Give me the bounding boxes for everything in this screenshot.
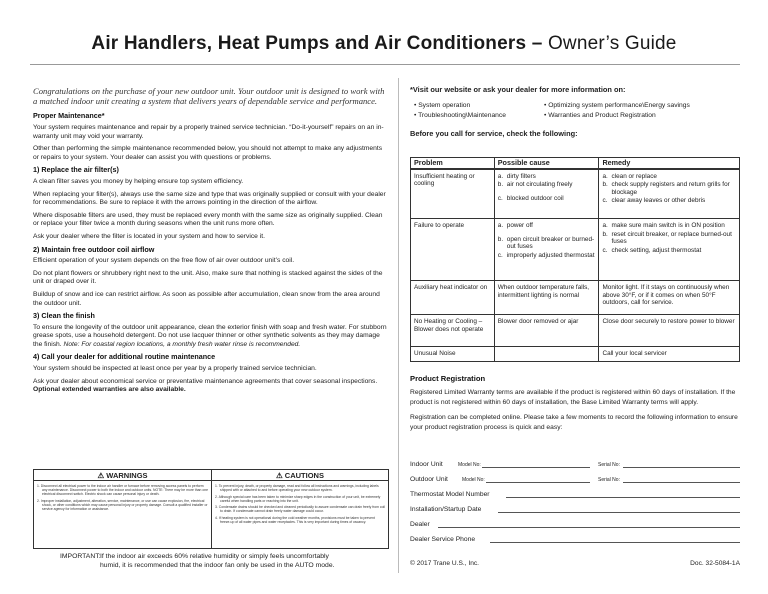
list-text: check setting, adjust thermostat xyxy=(611,246,702,254)
troubleshooting-heading: Before you call for service, check the following: xyxy=(410,128,578,138)
dealer-line[interactable] xyxy=(438,527,740,528)
list-text: air not circulating freely xyxy=(506,181,573,189)
install-date-line[interactable] xyxy=(498,512,740,513)
dealer-row xyxy=(410,516,740,531)
important-note xyxy=(60,552,390,570)
finish-note: Note: For coastal region locations, a monthly fresh water rinse is recommended. xyxy=(63,340,301,348)
outdoor-model-line[interactable] xyxy=(486,482,590,483)
table-row xyxy=(411,315,740,347)
warning-item: 1. Disconnect all electrical power to the indoor air handler or furnace before removing access panels to perform any maintenance. Disconnect power to both the indoor and outdoor units. NOTE: There may be more than one electrical disconnect switch. Electric shock can cause personal injury or death. xyxy=(37,484,208,497)
dealer-phone-line[interactable] xyxy=(490,542,740,543)
remedy-cell: Call your local servicer xyxy=(599,347,740,362)
outdoor-serial-line[interactable] xyxy=(623,482,740,483)
thermostat-row xyxy=(410,486,740,501)
list-key: a. xyxy=(602,222,608,230)
paragraph: When replacing your filter(s), always use the same size and type that was originally supplied or consult with your dealer for recommendations. Be sure to replace it with the arrows pointing in the direction of the airflow. xyxy=(33,190,386,207)
problem-cell: Auxiliary heat indicator on xyxy=(411,281,495,315)
section-heading-coil: 2) Maintain free outdoor coil airflow xyxy=(33,244,155,254)
document-number: Doc. 32-5084-1A xyxy=(690,560,740,567)
bullet-item: • System operation xyxy=(414,102,544,111)
title-divider xyxy=(30,64,740,65)
cause-cell xyxy=(494,169,599,219)
list-text: dirty filters xyxy=(506,172,536,180)
model-no-label: Model No: xyxy=(458,462,481,468)
title-main: Air Handlers, Heat Pumps and Air Conditioners – xyxy=(91,33,543,54)
list-key: c. xyxy=(602,246,608,254)
cautions-panel xyxy=(212,470,388,548)
outdoor-unit-row xyxy=(410,471,740,486)
list-text: open circuit breaker or burned-out fuses xyxy=(506,235,595,251)
remedy-cell xyxy=(599,219,740,281)
list-text: power off xyxy=(506,222,533,230)
list-key: c. xyxy=(497,251,503,259)
proper-maintenance-heading: Proper Maintenance* xyxy=(33,111,105,121)
list-key: c. xyxy=(497,194,503,202)
paragraph: Other than performing the simple maintenance recommended below, you should not attempt to make any adjustments or repairs to your system. Your dealer can assist you with questions or problems. xyxy=(33,145,383,161)
cause-cell xyxy=(494,219,599,281)
title-subtitle: Owner’s Guide xyxy=(547,33,677,54)
left-column xyxy=(33,86,388,399)
cause-cell: Blower door removed or ajar xyxy=(494,315,599,347)
indoor-unit-row xyxy=(410,456,740,471)
problem-cell: No Heating or Cooling – Blower does not operate xyxy=(411,315,495,347)
caution-item: 3. Condensate drains should be checked and cleaned periodically to assure condensate can drain freely from coil to drain. If condensate cannot drain freely water damage could occur. xyxy=(215,505,386,514)
footer xyxy=(410,560,740,567)
outdoor-unit-label: Outdoor Unit xyxy=(410,476,448,483)
serial-no-label: Serial No: xyxy=(598,462,620,468)
paragraph: Do not plant flowers or shrubbery right next to the unit. Also, make sure that nothing is stacked against the sides of the unit or draped over it. xyxy=(33,269,383,286)
list-key: b. xyxy=(602,230,608,238)
table-header-row xyxy=(411,158,740,169)
troubleshooting-table xyxy=(410,157,740,362)
column-header: Remedy xyxy=(599,158,740,169)
install-date-row xyxy=(410,501,740,516)
bullet-item: • Optimizing system performance\Energy savings xyxy=(544,102,744,111)
list-key: c. xyxy=(602,197,608,205)
table-row xyxy=(411,169,740,219)
warning-item: 2. Improper installation, adjustment, alteration, service, maintenance, or use can cause explosion, fire, electrical shock, or other conditions which may cause personal injury or property damage. Consult a qualified installer or service agency for information or assistance. xyxy=(37,498,208,511)
remedy-cell xyxy=(599,169,740,219)
list-text: improperly adjusted thermostat xyxy=(506,251,595,259)
paragraph: Your system should be inspected at least once per year by a properly trained service technician. xyxy=(33,365,317,373)
dealer-phone-label: Dealer Service Phone xyxy=(410,536,476,543)
list-text: clean or replace xyxy=(611,172,657,180)
serial-no-label: Serial No: xyxy=(598,477,620,483)
remedy-cell: Close door securely to restore power to blower xyxy=(599,315,740,347)
finish-text: To ensure the longevity of the outdoor unit appearance, clean the exterior finish with soap and fresh water. For stubborn grease spots, use a household detergent. Do not use lacquer thinner or other synthetic solvents as they may damage the finish. xyxy=(33,323,387,348)
list-key: a. xyxy=(602,172,608,180)
copyright-text: © 2017 Trane U.S., Inc. xyxy=(410,560,479,567)
list-text: check supply registers and return grills for blockage xyxy=(611,181,730,196)
column-divider xyxy=(398,78,399,573)
important-line: humid, it is recommended that the indoor fan only be used in the AUTO mode. xyxy=(100,562,335,569)
list-key: b. xyxy=(602,181,608,189)
registration-heading: Product Registration xyxy=(410,374,486,383)
paragraph: Your system requires maintenance and repair by a properly trained service technician. “Do-it-yourself” repairs on an in-warranty unit may void your warranty. xyxy=(33,124,384,140)
registration-fields xyxy=(410,456,740,546)
caution-item: 4. If heating system is not operational during the cold weather months, provisions must be taken to prevent freeze-up of all water pipes and water receptacles. This is very important during times of vacancy. xyxy=(215,516,375,525)
cause-cell xyxy=(494,347,599,362)
dealer-label: Dealer xyxy=(410,521,430,528)
paragraph: Efficient operation of your system depends on the free flow of air over outdoor unit’s coil. xyxy=(33,257,295,265)
thermostat-label: Thermostat Model Number xyxy=(410,491,490,498)
list-text: reset circuit breaker, or replace burned-out fuses xyxy=(611,230,732,246)
warnings-heading: ⚠ WARNINGS xyxy=(34,470,211,481)
cautions-heading: ⚠ CAUTIONS xyxy=(212,470,388,481)
paragraph xyxy=(33,324,388,350)
caution-item: 1. To prevent injury, death, or property damage, read and follow all instructions and warnings, including labels shipped with or attached to and before operating your new outdoor system. xyxy=(215,484,379,493)
table-row xyxy=(411,347,740,362)
important-line: If the indoor air exceeds 60% relative humidity or simply feels uncomfortably xyxy=(100,553,329,560)
model-no-label: Model No: xyxy=(462,477,485,483)
paragraph: Ask your dealer where the filter is located in your system and how to service it. xyxy=(33,232,265,240)
caution-item: 2. Although special care has been taken to minimize sharp edges in the construction of your unit, be extremely careful when handling parts or reaching into the unit. xyxy=(215,494,381,503)
column-header: Problem xyxy=(411,158,495,169)
paragraph xyxy=(33,378,388,395)
paragraph: Buildup of snow and ice can restrict airflow. As soon as possible after accumulation, clean snow from the area around the outdoor unit. xyxy=(33,290,380,307)
paragraph: Registration can be completed online. Please take a few moments to record the following information to ensure your product registration process is quick and easy: xyxy=(410,414,738,431)
intro-text: Congratulations on the purchase of your new outdoor unit. Your outdoor unit is designed to work with a matched indoor unit creating a system that delivers years of dependable service and performance. xyxy=(33,86,385,107)
website-heading: *Visit our website or ask your dealer for more information on: xyxy=(410,85,626,94)
info-bullets xyxy=(410,102,740,121)
list-key: b. xyxy=(497,235,504,243)
bullet-item: • Warranties and Product Registration xyxy=(544,112,744,121)
section-heading-filters: 1) Replace the air filter(s) xyxy=(33,165,119,175)
cause-cell: When outdoor temperature falls, intermittent lighting is normal xyxy=(494,281,599,315)
dealer-phone-row xyxy=(410,531,740,546)
list-text: make sure main switch is in ON position xyxy=(611,222,725,230)
page-title xyxy=(0,33,768,55)
table-row xyxy=(411,281,740,315)
dealer-text: Ask your dealer about economical service or preventative maintenance agreements that cover seasonal inspections. xyxy=(33,377,378,385)
table-row xyxy=(411,219,740,281)
list-text: clear away leaves or other debris xyxy=(611,197,706,205)
thermostat-line[interactable] xyxy=(506,497,740,498)
section-heading-finish: 3) Clean the finish xyxy=(33,311,95,321)
remedy-cell: Monitor light. If it stays on continuously when above 30°F, or if it comes on when 50°F outdoors, call for service. xyxy=(599,281,740,315)
indoor-serial-line[interactable] xyxy=(623,467,740,468)
paragraph: Registered Limited Warranty terms are available if the product is registered within 60 days of installation. If the product is not registered within 60 days of installation, the Base Limited Warranty terms will apply. xyxy=(410,389,736,406)
paragraph: A clean filter saves you money by helping ensure top system efficiency. xyxy=(33,177,244,185)
section-heading-dealer: 4) Call your dealer for additional routine maintenance xyxy=(33,352,216,362)
right-column xyxy=(410,86,740,142)
indoor-model-line[interactable] xyxy=(482,467,590,468)
column-header: Possible cause xyxy=(494,158,599,169)
warnings-panel xyxy=(34,470,212,548)
paragraph: Where disposable filters are used, they must be replaced every month with the same size as originally supplied. Clean or replace your filter twice a month during seasons when the unit runs more often. xyxy=(33,211,383,228)
important-label: IMPORTANT: xyxy=(60,553,101,560)
list-key: a. xyxy=(497,172,504,180)
bullet-item: • Troubleshooting\Maintenance xyxy=(414,112,544,121)
problem-cell: Insufficient heating or cooling xyxy=(411,169,495,219)
list-key: b. xyxy=(497,181,504,189)
install-date-label: Installation/Startup Date xyxy=(410,506,482,513)
extended-warranty-text: Optional extended warranties are also available. xyxy=(33,386,186,394)
warnings-cautions-box xyxy=(33,469,389,549)
product-registration-section xyxy=(410,370,740,438)
list-key: a. xyxy=(497,222,504,230)
problem-cell: Unusual Noise xyxy=(411,347,495,362)
indoor-unit-label: Indoor Unit xyxy=(410,461,443,468)
list-text: blocked outdoor coil xyxy=(506,194,564,202)
problem-cell: Failure to operate xyxy=(411,219,495,281)
